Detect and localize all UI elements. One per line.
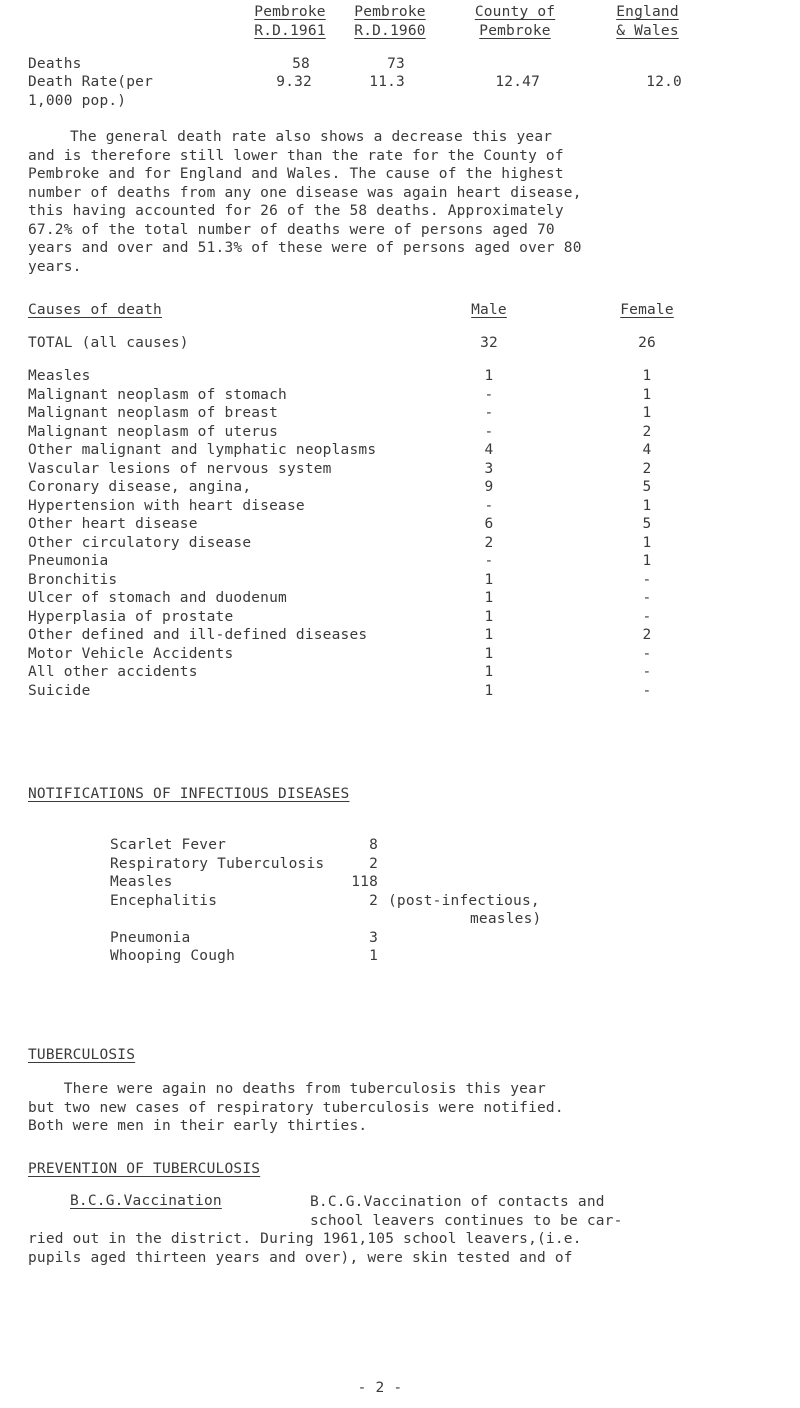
cause-male-count: - [484, 386, 494, 403]
cause-female-count: 5 [642, 516, 652, 532]
prevention-line-4: pupils aged thirteen years and over), were skin tested and of [28, 1249, 573, 1266]
cause-male-count: - [484, 405, 494, 421]
intro-line-7: years and over and 51.3% of these were of persons aged over 80 [28, 240, 582, 256]
cause-female-count: - [642, 571, 652, 588]
notification-count: 2 [369, 892, 378, 909]
rate-1960: 11.3 [369, 74, 405, 90]
total-label: TOTAL (all causes) [28, 335, 189, 351]
cause-male-count: 1 [484, 590, 494, 606]
col-header-2-line1: Pembroke [354, 4, 426, 20]
notification-count: 2 [369, 855, 378, 872]
cause-label: Bronchitis [28, 571, 118, 588]
notification-label: Respiratory Tuberculosis [110, 855, 325, 872]
row-label-death-rate-unit: 1,000 pop.) [28, 93, 127, 109]
cause-female-count: - [642, 664, 652, 680]
rate-england-wales: 12.0 [646, 74, 682, 90]
cause-male-count: 1 [484, 645, 494, 662]
cause-female-count: 1 [642, 405, 652, 421]
cause-female-count: - [642, 682, 652, 699]
cause-female-count: - [642, 645, 652, 662]
bcg-subheading: B.C.G.Vaccination [70, 1193, 222, 1209]
cause-label: Vascular lesions of nervous system [28, 460, 332, 477]
cause-male-count: 1 [484, 627, 494, 643]
notification-count: 8 [369, 837, 378, 853]
notification-label: Encephalitis [110, 892, 218, 909]
total-male: 32 [480, 335, 498, 351]
intro-line-3: Pembroke and for England and Wales. The cause of the highest [28, 166, 564, 182]
notification-label: Pneumonia [110, 929, 191, 946]
cause-label: Other circulatory disease [28, 534, 252, 551]
cause-label: Other malignant and lymphatic neoplasms [28, 442, 377, 458]
cause-label: Other heart disease [28, 516, 198, 532]
cause-male-count: 1 [484, 664, 494, 680]
col-header-1-line2: R.D.1961 [254, 23, 326, 39]
cause-female-count: 1 [642, 386, 652, 403]
deaths-1961: 58 [292, 56, 310, 72]
cause-male-count: 1 [484, 368, 494, 384]
cause-label: Ulcer of stomach and duodenum [28, 590, 287, 606]
cause-female-count: 1 [642, 534, 652, 551]
prevention-line-3: ried out in the district. During 1961,105 school leavers,(i.e. [28, 1231, 582, 1247]
tuberculosis-heading: TUBERCULOSIS [28, 1047, 136, 1063]
cause-label: Hyperplasia of prostate [28, 608, 234, 625]
cause-female-count: 1 [642, 553, 652, 569]
intro-line-5: this having accounted for 26 of the 58 deaths. Approximately [28, 203, 564, 219]
cause-female-count: - [642, 608, 652, 625]
cause-female-count: 2 [642, 423, 652, 440]
cause-female-count: 2 [642, 627, 652, 643]
rate-county: 12.47 [495, 74, 540, 90]
row-label-death-rate: Death Rate(per [28, 74, 154, 90]
notification-note: (post-infectious, [388, 892, 540, 909]
tb-line-2: but two new cases of respiratory tuberculosis were notified. [28, 1099, 564, 1116]
tb-line-3: Both were men in their early thirties. [28, 1118, 368, 1134]
cause-male-count: 3 [484, 460, 494, 477]
col-header-2-line2: R.D.1960 [354, 23, 426, 39]
cause-female-count: - [642, 590, 652, 606]
cause-male-count: 1 [484, 608, 494, 625]
notifications-heading: NOTIFICATIONS OF INFECTIOUS DISEASES [28, 786, 350, 802]
cause-male-count: - [484, 553, 494, 569]
cause-male-count: 4 [484, 442, 494, 458]
notification-label: Whooping Cough [110, 948, 236, 964]
cause-label: Measles [28, 368, 91, 384]
page-number: - 2 - [357, 1380, 403, 1396]
female-header: Female [620, 302, 674, 318]
notification-label: Measles [110, 874, 173, 890]
cause-female-count: 2 [642, 460, 652, 477]
prevention-line-2: school leavers continues to be car- [310, 1212, 623, 1229]
prevention-line-1: B.C.G.Vaccination of contacts and [310, 1194, 605, 1210]
male-header: Male [471, 302, 507, 318]
notification-count: 118 [351, 874, 378, 890]
cause-label: Pneumonia [28, 553, 109, 569]
notification-label: Scarlet Fever [110, 837, 227, 853]
cause-label: Malignant neoplasm of stomach [28, 386, 287, 403]
cause-label: Suicide [28, 682, 91, 699]
causes-heading: Causes of death [28, 302, 162, 318]
total-female: 26 [638, 335, 656, 351]
cause-male-count: 2 [484, 534, 494, 551]
cause-male-count: - [484, 497, 494, 514]
cause-male-count: - [484, 423, 494, 440]
col-header-4-line2: & Wales [616, 23, 679, 39]
col-header-3-line1: County of [474, 4, 556, 20]
cause-male-count: 1 [484, 571, 494, 588]
intro-line-8: years. [28, 258, 82, 275]
intro-line-6: 67.2% of the total number of deaths were of persons aged 70 [28, 221, 555, 238]
notification-note-cont: measles) [470, 911, 542, 927]
cause-female-count: 1 [642, 368, 652, 384]
notification-count: 3 [369, 929, 378, 946]
col-header-3-line2: Pembroke [479, 23, 551, 39]
intro-line-1: The general death rate also shows a decrease this year [70, 129, 553, 145]
col-header-1-line1: Pembroke [254, 4, 326, 20]
intro-line-2: and is therefore still lower than the rate for the County of [28, 147, 564, 164]
cause-label: Coronary disease, angina, [28, 479, 252, 495]
row-label-deaths: Deaths [28, 56, 82, 72]
notification-count: 1 [369, 948, 378, 964]
cause-label: All other accidents [28, 664, 198, 680]
deaths-1960: 73 [387, 56, 405, 72]
rate-1961: 9.32 [276, 74, 312, 90]
cause-label: Hypertension with heart disease [28, 497, 305, 514]
cause-label: Motor Vehicle Accidents [28, 645, 234, 662]
cause-male-count: 1 [484, 682, 494, 699]
cause-label: Malignant neoplasm of breast [28, 405, 279, 421]
cause-female-count: 1 [642, 497, 652, 514]
cause-female-count: 4 [642, 442, 652, 458]
cause-male-count: 9 [484, 479, 494, 495]
cause-female-count: 5 [642, 479, 652, 495]
col-header-4-line1: England [616, 4, 679, 20]
cause-label: Other defined and ill-defined diseases [28, 627, 368, 643]
cause-male-count: 6 [484, 516, 494, 532]
prevention-heading: PREVENTION OF TUBERCULOSIS [28, 1161, 261, 1177]
tb-line-1: There were again no deaths from tuberculosis this year [28, 1081, 546, 1097]
intro-line-4: number of deaths from any one disease was again heart disease, [28, 184, 582, 201]
cause-label: Malignant neoplasm of uterus [28, 423, 279, 440]
